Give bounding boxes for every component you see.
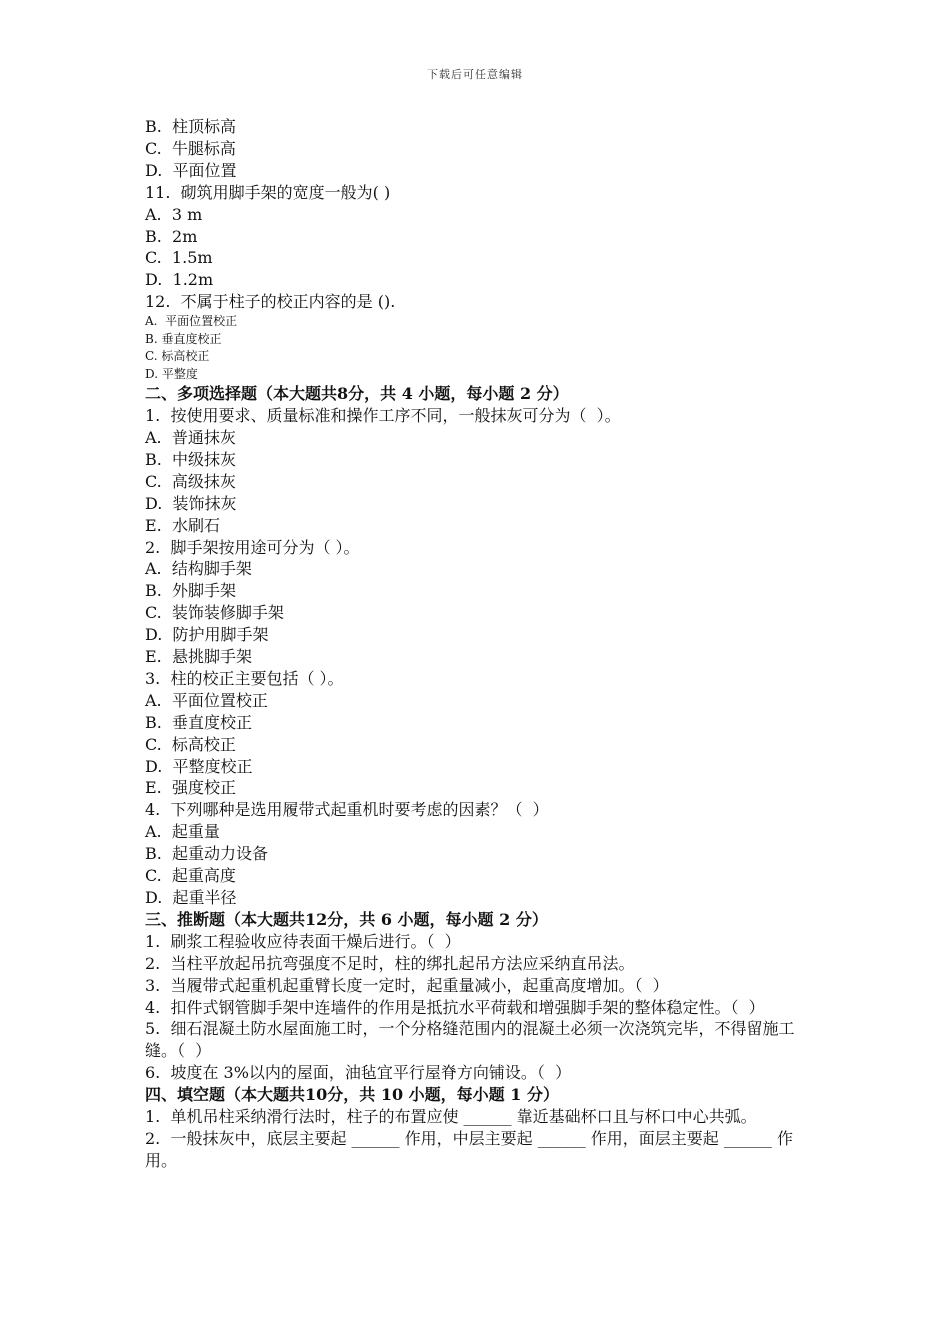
text-line: D. 装饰抹灰 (145, 493, 237, 513)
document-body (145, 116, 810, 1172)
text-line: 1. 单机吊柱采纳滑行法时，柱子的布置应使 ______ 靠近基础杯口且与杯口中心共弧。 (145, 1107, 757, 1127)
section-heading: 三、推断题（本大题共12分，共 6 小题，每小题 2 分） (145, 909, 548, 929)
text-line: A. 结构脚手架 (145, 559, 252, 579)
text-line: 2. 一般抹灰中，底层主要起 ______ 作用，中层主要起 ______ 作用，面层主要起 ______ 作用。 (145, 1128, 793, 1170)
text-line: 6. 坡度在 3%以内的屋面，油毡宜平行屋脊方向铺设。（ ） (145, 1063, 572, 1083)
text-line: A. 平面位置校正 (145, 690, 268, 710)
text-line: B. 起重动力设备 (145, 844, 269, 864)
text-line: B. 柱顶标高 (145, 117, 237, 136)
text-line: E. 悬挑脚手架 (145, 647, 252, 667)
text-line: C. 1.5m (145, 248, 213, 268)
text-line: 1. 按使用要求、质量标准和操作工序不同，一般抹灰可分为（ ）。 (145, 406, 621, 426)
text-line: 2. 脚手架按用途可分为（ ）。 (145, 537, 360, 557)
text-line: 12. 不属于柱子的校正内容的是 (). (145, 292, 396, 312)
text-line: D. 平面位置 (145, 160, 237, 180)
text-line: B. 外脚手架 (145, 581, 237, 601)
text-line: B. 垂直度校正 (145, 712, 253, 732)
text-line: C. 装饰装修脚手架 (145, 603, 284, 623)
text-line: C. 标高校正 (145, 349, 210, 364)
text-line: C. 牛腿标高 (145, 138, 236, 158)
text-line: A. 起重量 (145, 822, 220, 842)
text-line: C. 起重高度 (145, 866, 236, 886)
text-line: 11. 砌筑用脚手架的宽度一般为( ) (145, 182, 391, 202)
page-header: 下载后可任意编辑 (427, 68, 523, 81)
text-line: 4. 下列哪种是选用履带式起重机时要考虑的因素？（ ） (145, 800, 549, 820)
text-line: D. 平整度校正 (145, 756, 253, 776)
text-line: B. 2m (145, 226, 198, 246)
text-line: A. 普通抹灰 (145, 427, 236, 447)
text-line: 3. 柱的校正主要包括（ ）。 (145, 668, 344, 688)
text-line: 4. 扣件式钢管脚手架中连墙件的作用是抵抗水平荷载和增强脚手架的整体稳定性。（ ） (145, 997, 765, 1017)
text-line: D. 平整度 (145, 366, 198, 381)
text-line: C. 高级抹灰 (145, 471, 236, 491)
text-line: C. 标高校正 (145, 734, 236, 754)
section-heading: 四、填空题（本大题共10分，共 10 小题，每小题 1 分） (145, 1085, 559, 1105)
text-line: E. 水刷石 (145, 515, 220, 535)
text-line: B. 垂直度校正 (145, 331, 222, 346)
text-line: 5. 细石混凝土防水屋面施工时，一个分格缝范围内的混凝土必须一次浇筑完毕，不得留施工缝。（ ） (145, 1019, 795, 1061)
text-line: A. 平面位置校正 (145, 314, 238, 329)
text-line: D. 起重半径 (145, 888, 237, 907)
text-line: A. 3 m (145, 204, 203, 224)
text-line: E. 强度校正 (145, 778, 236, 798)
text-line: 3. 当履带式起重机起重臂长度一定时，起重量减小，起重高度增加。（ ） (145, 975, 669, 995)
text-line: D. 防护用脚手架 (145, 625, 269, 645)
text-line: 2. 当柱平放起吊抗弯强度不足时，柱的绑扎起吊方法应采纳直吊法。 (145, 953, 635, 973)
text-line: 1. 刷浆工程验收应待表面干燥后进行。（ ） (145, 931, 461, 951)
text-line: B. 中级抹灰 (145, 449, 237, 469)
text-line: D. 1.2m (145, 270, 214, 290)
section-heading: 二、多项选择题（本大题共8分，共 4 小题，每小题 2 分） (145, 384, 569, 404)
